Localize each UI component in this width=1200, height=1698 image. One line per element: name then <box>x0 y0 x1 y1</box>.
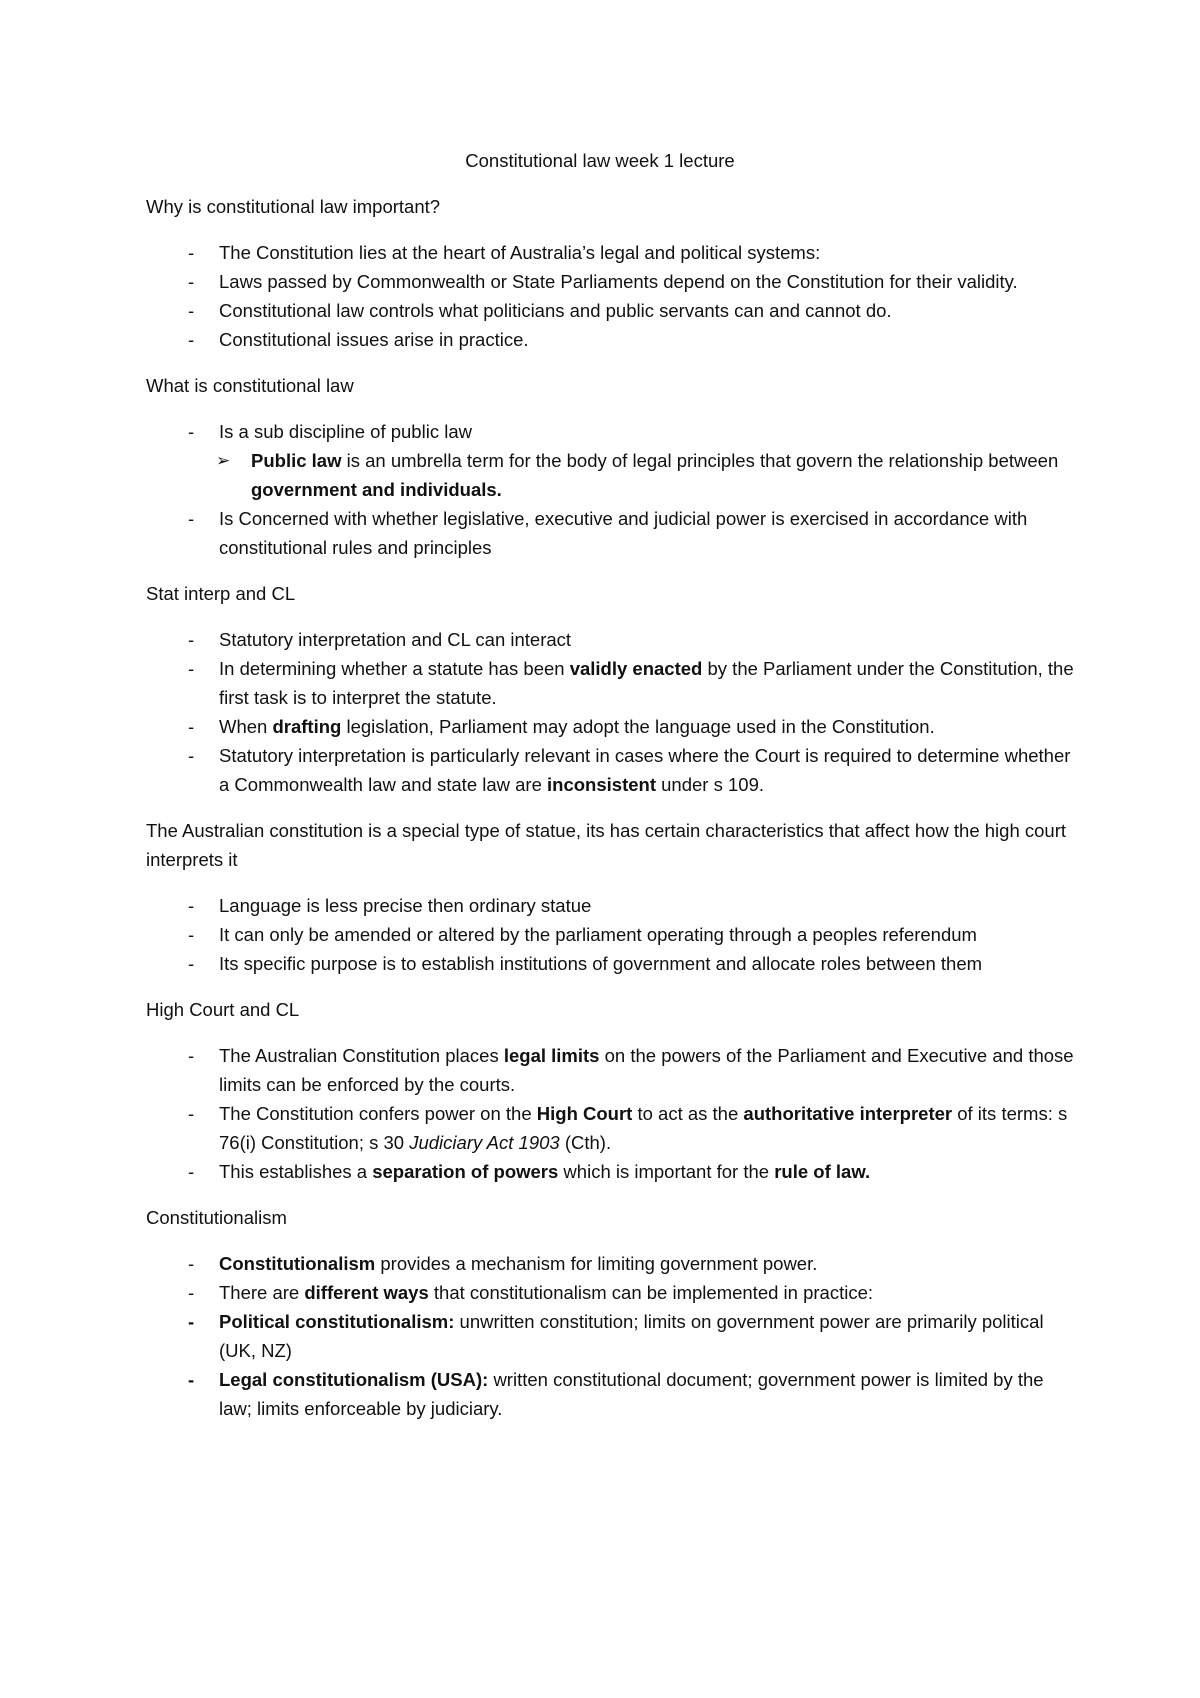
bold-text <box>304 1282 428 1303</box>
text-segment: different ways <box>304 1282 429 1303</box>
bullet-text <box>219 716 935 737</box>
bullet-item <box>146 712 1080 741</box>
text-segment: High Court <box>536 1103 633 1124</box>
text-segment: that constitutionalism can be implemented in practice: <box>428 1282 873 1303</box>
text-segment: by the Parliament under the Constitution, the first task is to interpret the statute. <box>219 658 1079 708</box>
bullet-text <box>219 1253 817 1274</box>
text-segment: Its specific purpose is to establish institutions of government and allocate roles between them <box>219 953 983 974</box>
text-segment: written constitutional document; government power is limited by the law; limits enforceable by judiciary. <box>219 1369 1049 1419</box>
bullet-marker: - <box>188 895 195 916</box>
text-segment: authoritative interpreter <box>743 1103 953 1124</box>
text-segment: In determining whether a statute has been <box>219 658 570 679</box>
bullet-item <box>146 891 1080 920</box>
bullet-item <box>146 1307 1080 1365</box>
bold-text <box>272 716 341 737</box>
bold-text <box>547 774 656 795</box>
bullet-text <box>219 629 571 650</box>
text-segment: Constitutional issues arise in practice. <box>219 329 529 350</box>
bullet-item <box>146 1041 1080 1099</box>
bullet-text <box>219 1045 1079 1095</box>
bullet-text <box>219 508 1032 558</box>
text-segment: unwritten constitution; limits on government power are primarily political (UK, NZ) <box>219 1311 1049 1361</box>
section-heading: Stat interp and CL <box>146 583 296 604</box>
italic-text <box>409 1132 559 1153</box>
text-segment: When <box>219 716 273 737</box>
bold-text <box>372 1161 558 1182</box>
bold-text <box>504 1045 600 1066</box>
bullet-text <box>219 1311 1049 1361</box>
bullet-list <box>146 238 1080 354</box>
bullet-list <box>146 625 1080 799</box>
bullet-list <box>146 1041 1080 1186</box>
text-segment: Language is less precise then ordinary statue <box>219 895 592 916</box>
text-segment: inconsistent <box>547 774 656 795</box>
text-segment: rule of law. <box>774 1161 871 1182</box>
section-heading: The Australian constitution is a special type of statue, its has certain characteristics that affect how the high court interprets it <box>146 820 1067 870</box>
text-segment: Constitutional law controls what politicians and public servants can and cannot do. <box>219 300 892 321</box>
bullet-text <box>219 300 892 321</box>
bullet-item <box>146 741 1080 799</box>
text-segment: drafting <box>272 716 342 737</box>
bullet-marker: - <box>188 1282 195 1303</box>
bullet-item <box>146 417 1080 446</box>
sub-bullet-text <box>219 446 1080 504</box>
bullet-item <box>146 1099 1080 1157</box>
bullet-marker: - <box>188 1311 195 1332</box>
bullet-item <box>146 504 1080 562</box>
bullet-item <box>146 1249 1080 1278</box>
bullet-marker: - <box>188 1161 195 1182</box>
bullet-marker: - <box>188 1253 195 1274</box>
text-segment: on the powers of the Parliament and Executive and those limits can be enforced by the courts. <box>219 1045 1079 1095</box>
arrow-bullet-icon: ➢ <box>216 451 231 470</box>
bullet-list <box>146 417 1080 562</box>
bullet-text <box>219 745 1076 795</box>
bold-text <box>219 1369 426 1390</box>
bullet-text <box>219 1161 870 1182</box>
text-segment: Laws passed by Commonwealth or State Parliaments depend on the Constitution for their validity. <box>219 271 1018 292</box>
text-segment: validly enacted <box>569 658 703 679</box>
text-segment: (Cth). <box>559 1132 612 1153</box>
text-segment: under s 109. <box>656 774 764 795</box>
document-body <box>146 192 1080 1423</box>
text-segment: Legal constitutionalism <box>219 1369 426 1390</box>
text-segment: to act as the <box>632 1103 744 1124</box>
bullet-text <box>219 658 1079 708</box>
bold-text <box>570 658 703 679</box>
bullet-marker: - <box>188 271 195 292</box>
section-heading: What is constitutional law <box>146 375 354 396</box>
bullet-marker: - <box>188 716 195 737</box>
text-segment: Constitutionalism <box>219 1253 376 1274</box>
section-heading: Constitutionalism <box>146 1207 287 1228</box>
bullet-item <box>146 625 1080 654</box>
document-title: Constitutional law week 1 lecture <box>465 150 735 171</box>
bullet-item <box>146 1365 1080 1423</box>
text-segment: This establishes a <box>219 1161 373 1182</box>
bullet-item <box>146 654 1080 712</box>
text-segment: is an umbrella term for the body of legal principles that govern the relationship between <box>341 450 1064 471</box>
bullet-marker: - <box>188 329 195 350</box>
bullet-list <box>146 891 1080 978</box>
bullet-marker: - <box>188 629 195 650</box>
bullet-marker: - <box>188 300 195 321</box>
bullet-marker: - <box>188 508 195 529</box>
text-segment: Statutory interpretation and CL can interact <box>219 629 572 650</box>
bullet-text <box>219 271 1018 292</box>
bold-text <box>219 1311 454 1332</box>
bullet-text <box>219 895 591 916</box>
text-segment: legislation, Parliament may adopt the language used in the Constitution. <box>341 716 935 737</box>
bullet-text <box>219 953 982 974</box>
text-segment: Public law <box>251 450 342 471</box>
text-segment: The Australian Constitution places <box>219 1045 504 1066</box>
text-segment: which is important for the <box>558 1161 775 1182</box>
bullet-item <box>146 267 1080 296</box>
bullet-marker: - <box>188 1045 195 1066</box>
bullet-item <box>146 296 1080 325</box>
bullet-text <box>219 924 977 945</box>
bullet-text <box>219 242 820 263</box>
bullet-marker: - <box>188 1369 195 1390</box>
bold-text <box>219 1253 375 1274</box>
bullet-list <box>146 1249 1080 1423</box>
text-segment: legal limits <box>503 1045 600 1066</box>
bold-text <box>743 1103 952 1124</box>
bullet-marker: - <box>188 242 195 263</box>
bullet-item <box>146 949 1080 978</box>
text-segment: Is a sub discipline of public law <box>219 421 472 442</box>
section-heading: High Court and CL <box>146 999 300 1020</box>
bold-text <box>774 1161 870 1182</box>
text-segment: The Constitution lies at the heart of Australia’s legal and political systems: <box>219 242 821 263</box>
bullet-text <box>219 1369 1049 1419</box>
sub-bullet-item <box>146 446 1080 504</box>
bullet-marker: - <box>188 1103 195 1124</box>
bullet-item <box>146 920 1080 949</box>
bold-text <box>537 1103 633 1124</box>
bold-text <box>426 1369 494 1390</box>
bullet-marker: - <box>188 924 195 945</box>
bullet-marker: - <box>188 745 195 766</box>
section-heading: Why is constitutional law important? <box>146 196 441 217</box>
bullet-text <box>219 1103 1072 1153</box>
bullet-text <box>219 421 472 442</box>
bullet-item <box>146 238 1080 267</box>
bullet-marker: - <box>188 953 195 974</box>
bullet-text <box>219 1282 873 1303</box>
text-segment: provides a mechanism for limiting government power. <box>375 1253 818 1274</box>
text-segment: Political constitutionalism: <box>219 1311 455 1332</box>
bullet-item <box>146 325 1080 354</box>
text-segment: of its terms: s 76(i) Constitution; s 30 <box>219 1103 1073 1153</box>
text-segment: Is Concerned with whether legislative, executive and judicial power is exercised in accordance with constitutional rules and principles <box>219 508 1033 558</box>
text-segment: The Constitution confers power on the <box>219 1103 537 1124</box>
text-segment: Judiciary Act 1903 <box>409 1132 560 1153</box>
bold-text <box>251 479 502 500</box>
bullet-marker: - <box>188 421 195 442</box>
bullet-marker: - <box>188 658 195 679</box>
bullet-item <box>146 1278 1080 1307</box>
bold-text <box>251 450 341 471</box>
bullet-text <box>219 329 529 350</box>
text-segment: It can only be amended or altered by the parliament operating through a peoples referendum <box>219 924 977 945</box>
text-segment: (USA): <box>425 1369 494 1390</box>
text-segment: Statutory interpretation is particularly relevant in cases where the Court is required to determine whether a Commonwealth law and state law are <box>219 745 1076 795</box>
text-segment: separation of powers <box>372 1161 559 1182</box>
bullet-item <box>146 1157 1080 1186</box>
text-segment: There are <box>219 1282 305 1303</box>
text-segment: government and individuals. <box>251 479 502 500</box>
